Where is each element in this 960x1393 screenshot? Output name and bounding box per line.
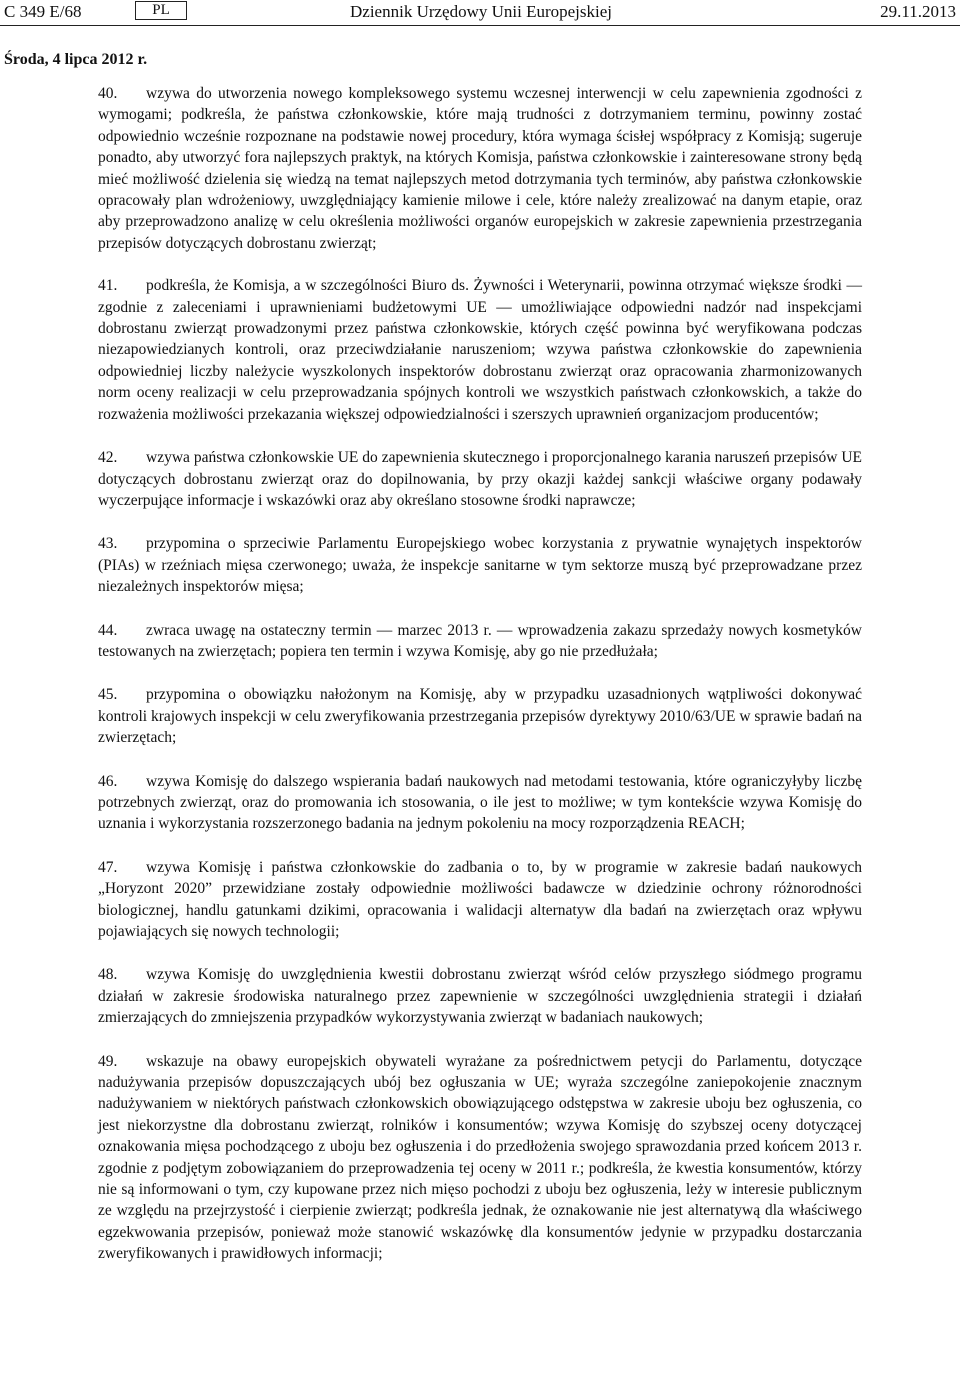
paragraph-text: przypomina o obowiązku nałożonym na Komisję, aby w przypadku uzasadnionych wątpliwości dokonywać kontroli krajowych inspekcji w celu zweryfikowania przestrzegania przepisów dyrektywy 2010/63/UE w sprawie badań na zwierzętach;: [98, 686, 862, 747]
paragraph-number: 41.: [98, 277, 118, 295]
paragraph-number: 47.: [98, 858, 118, 876]
paragraph-42: [98, 447, 862, 511]
paragraph-text: wzywa do utworzenia nowego kompleksowego systemu wczesnej interwencji w celu zapewnienia zgodności z wymogami; podkreśla, że państwa członkowskie, które mają trudności z dotrzymaniem terminu, powinny zostać odpowiednio wcześnie rozpoznane na podstawie nowej procedury, która wymaga ścisłej współpracy z Komisją; sugeruje ponadto, aby utworzyć fora najlepszych praktyk, na których Komisja, państwa członkowskie i zainteresowane strony będą mieć możliwość dzielenia się wiedzą na temat najlepszych metod dotrzymania tych terminów, aby państwa członkowskie opracowały plan wdrożeniowy, uwzględniający kamienie milowe i cele, które należy zrealizować na danym etapie, oraz aby przeprowadzono analizę w celu określenia możliwości organów europejskich w zakresie zapewnienia przestrzegania przepisów dotyczących dobrostanu zwierząt;: [98, 85, 862, 252]
paragraph-text: wzywa Komisję do dalszego wspierania badań naukowych nad metodami testowania, które ograniczyłyby liczbę potrzebnych zwierząt, oraz do promowania ich stosowania, o ile jest to możliwe; w tym kontekście wzywa Komisję do uznania i wykorzystania rozszerzonego badania na jednym pokoleniu na mocy rozporządzenia REACH;: [98, 772, 862, 833]
paragraph-text: przypomina o sprzeciwie Parlamentu Europejskiego wobec korzystania z prywatnie wynajętych inspektorów (PIAs) w rzeźniach mięsa czerwonego; uważa, że inspekcje sanitarne w tym sektorze muszą być przeprowadzane przez niezależnych inspektorów mięsa;: [98, 535, 862, 596]
paragraph-text: zwraca uwagę na ostateczny termin — marzec 2013 r. — wprowadzenia zakazu sprzedaży nowych kosmetyków testowanych na zwierzętach; popiera ten termin i wzywa Komisję, aby go nie przedłużała;: [98, 621, 862, 660]
paragraph-49: [98, 1051, 862, 1265]
paragraph-number: 43.: [98, 535, 118, 553]
paragraph-text: wzywa Komisję do uwzględnienia kwestii dobrostanu zwierząt wśród celów przyszłego siódmego programu działań w zakresie środowiska naturalnego przez zapewnienie w szczególności uwzględnienia strategii i działań zmierzających do zmniejszenia przypadków wykorzystywania zwierząt w badaniach naukowych;: [98, 966, 862, 1027]
paragraph-text: wzywa państwa członkowskie UE do zapewnienia skutecznego i proporcjonalnego karania naruszeń przepisów UE dotyczących dobrostanu zwierząt oraz do dopilnowania, by przy okazji każdej sankcji właściwe organy podawały wyczerpujące informacje i wskazówki oraz aby określano stosowne środki naprawcze;: [98, 449, 862, 509]
paragraph-45: [98, 684, 862, 748]
paragraph-number: 46.: [98, 772, 118, 790]
paragraph-46: [98, 771, 862, 835]
paragraph-text: wzywa Komisję i państwa członkowskie do zadbania o to, by w programie w zakresie badań naukowych „Horyzont 2020” przewidziane zostały odpowiednie możliwości badawcze w dziedzinie ochrony różnorodności biologicznej, handlu gatunkami dzikimi, opracowania i walidacji alternatyw dla badań na zwierzętach oraz wpływu pojawiających się nowych technologii;: [98, 858, 862, 940]
page-reference: C 349 E/68: [4, 2, 82, 21]
journal-title: Dziennik Urzędowy Unii Europejskiej: [350, 2, 613, 21]
publication-date: 29.11.2013: [880, 2, 956, 21]
paragraph-number: 48.: [98, 966, 118, 984]
language-badge: PL: [135, 1, 187, 20]
paragraph-43: [98, 533, 862, 597]
paragraph-48: [98, 964, 862, 1028]
header-divider: [0, 25, 960, 26]
paragraph-41: [98, 275, 862, 425]
paragraph-number: 45.: [98, 686, 118, 704]
page-header: [0, 0, 960, 30]
paragraph-number: 42.: [98, 449, 118, 467]
paragraph-44: [98, 620, 862, 663]
paragraph-number: 49.: [98, 1052, 118, 1070]
paragraph-40: [98, 83, 862, 254]
document-body: [98, 83, 862, 1265]
paragraph-number: 44.: [98, 621, 118, 639]
paragraph-47: [98, 857, 862, 943]
paragraph-text: podkreśla, że Komisja, a w szczególności Biuro ds. Żywności i Weterynarii, powinna otrzymać większe środki — zgodnie z zaleceniami i uprawnieniami budżetowymi UE — umożliwiające odpowiedni nadzór nad inspekcjami dobrostanu zwierząt prowadzonymi przez państwa członkowskie, których część powinna być weryfikowana podczas niezapowiedzianych kontroli, oraz przeciwdziałanie naruszeniom; wzywa państwa członkowskie do zapewnienia odpowiedniej liczby należycie wyszkolonych inspektorów dobrostanu zwierząt oraz opracowania zharmonizowanych norm oceny realizacji w celu przeprowadzania spójnych kontroli we wszystkich państwach członkowskich, a także do rozważenia możliwości przekazania większej odpowiedzialności i szerszych uprawnień organizacjom producentów;: [98, 277, 862, 423]
sitting-date: Środa, 4 lipca 2012 r.: [4, 51, 148, 68]
paragraph-text: wskazuje na obawy europejskich obywateli wyrażane za pośrednictwem petycji do Parlamentu, dotyczące nadużywania przepisów dopuszczających ubój bez ogłuszania w UE; wyraża szczególne zaniepokojenie znacznym nadużywaniem w niektórych państwach członkowskich obowiązującego odstępstwa w zakresie uboju bez ogłuszenia, co jest niekorzystne dla dobrostanu zwierząt, rolników i konsumentów; wzywa Komisję do szybszej oceny dotyczącej oznakowania mięsa pochodzącego z uboju bez ogłuszenia i do przedłożenia swojego sprawozdania przed końcem 2013 r. zgodnie z podjętym zobowiązaniem do przeprowadzenia tej oceny w 2011 r.; podkreśla, że kwestia konsumentów, którzy nie są informowani o tym, czy kupowane przez nich mięso pochodzi z uboju bez ogłuszenia, leży w interesie publicznym ze względu na przejrzystość i cierpienie zwierząt; podkreśla jednak, że oznakowanie nie jest alternatywą dla właściwego egzekwowania przepisów, ponieważ może stanowić wskazówkę dla konsumentów jedynie w przypadku dostarczania zweryfikowanych i prawidłowych informacji;: [98, 1052, 862, 1263]
paragraph-number: 40.: [98, 85, 118, 102]
